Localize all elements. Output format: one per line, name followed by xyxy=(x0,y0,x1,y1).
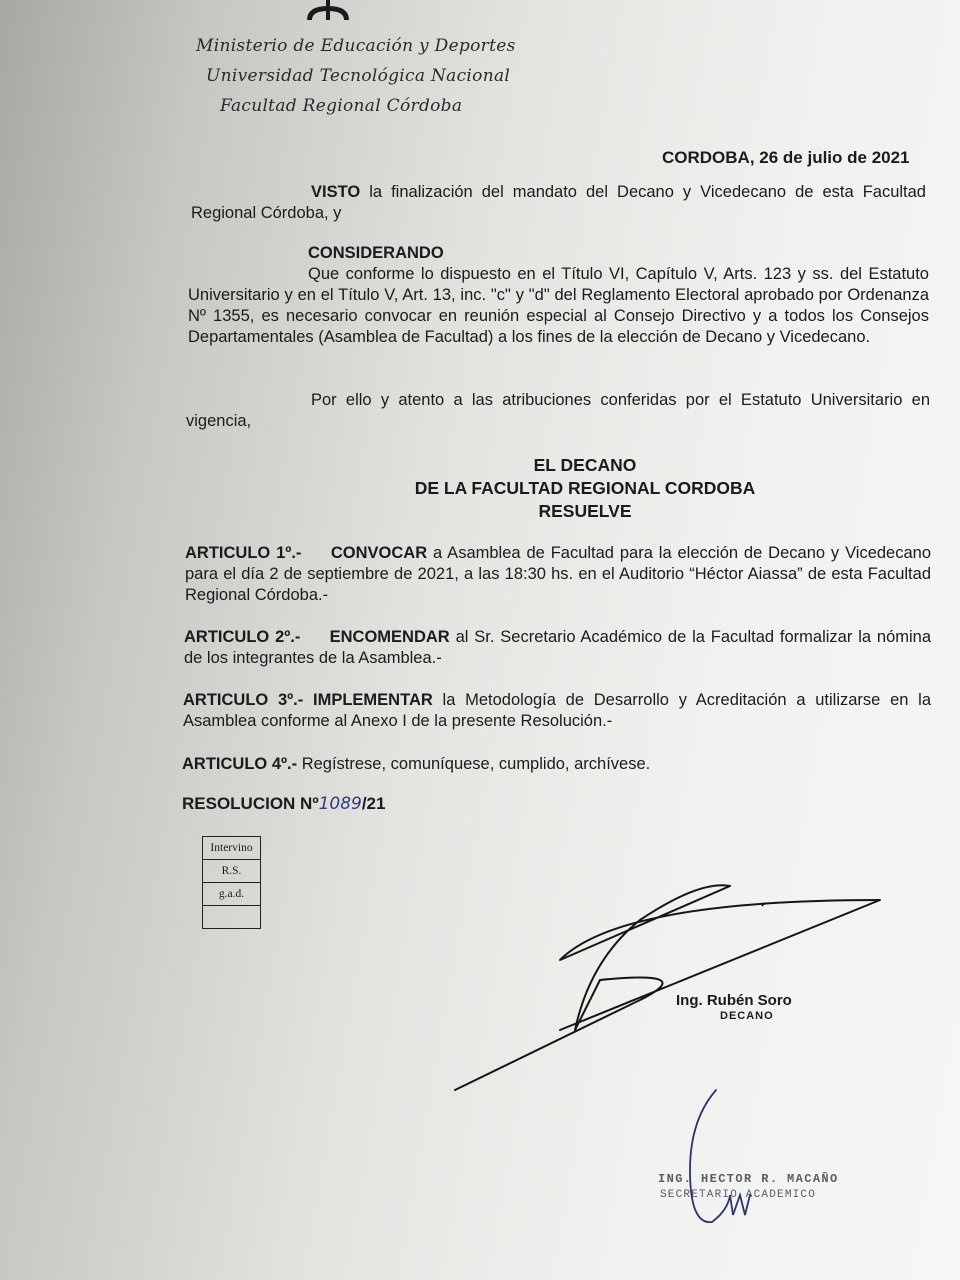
visto-paragraph xyxy=(191,182,926,224)
article-text: al Sr. Secretario Académico de la Facultad formalizar la nómina de los integrantes de la Asamblea.- xyxy=(184,628,932,667)
article-1 xyxy=(185,543,931,606)
header-faculty: Facultad Regional Córdoba xyxy=(220,96,463,116)
resolution-handwritten-number: 1089 xyxy=(318,794,362,814)
stamp-row: g.a.d. xyxy=(203,883,261,906)
article-2 xyxy=(184,627,931,669)
article-text: a Asamblea de Facultad para la elección de Decano y Vicedecano para el día 2 de septiembre de 2021, a las 18:30 hs. en el Auditorio “Héctor Aiassa” de esta Facultad Regional Córdoba.- xyxy=(185,544,932,604)
resolution-suffix: /21 xyxy=(361,794,386,813)
visto-label: VISTO xyxy=(311,183,361,201)
article-verb: CONVOCAR xyxy=(330,544,428,562)
resolution-prefix: RESOLUCION Nº xyxy=(182,794,319,813)
article-label: ARTICULO 1º.- xyxy=(185,544,302,562)
signatory-name: Ing. Rubén Soro xyxy=(676,992,792,1009)
utn-logo-icon xyxy=(305,0,351,20)
document-date: CORDOBA, 26 de julio de 2021 xyxy=(662,148,910,167)
intervention-stamp-box xyxy=(202,836,261,929)
secretary-stamp-role: SECRETARIO ACADEMICO xyxy=(660,1189,817,1201)
stamp-row: R.S. xyxy=(203,860,261,883)
resolution-number xyxy=(182,794,385,814)
resolution-heading xyxy=(380,454,790,523)
por-ello-paragraph xyxy=(186,390,930,432)
considerando-text: Que conforme lo dispuesto en el Título VI, Capítulo V, Arts. 123 y ss. del Estatuto Universitario y en el Título V, Art. 13, inc. "c" y "d" del Reglamento Electoral aprobado por Ordenanza Nº 1355, es necesario convocar en reunión especial al Consejo Directivo y a todos los Consejos Departamentales (Asamblea de Facultad) a los fines de la elección de Decano y Vicedecano. xyxy=(188,265,929,346)
article-text: la Metodología de Desarrollo y Acreditación a utilizarse en la Asamblea conforme al Anexo I de la presente Resolución.- xyxy=(183,691,932,730)
article-label: ARTICULO 4º.- xyxy=(182,755,298,773)
article-verb: IMPLEMENTAR xyxy=(313,691,433,709)
article-label: ARTICULO 2º.- xyxy=(184,628,301,646)
article-3 xyxy=(183,690,931,732)
stamp-row xyxy=(203,906,261,929)
article-label: ARTICULO 3º.- xyxy=(183,691,304,709)
article-text: Regístrese, comuníquese, cumplido, archívese. xyxy=(301,755,651,773)
article-verb: ENCOMENDAR xyxy=(329,628,450,646)
considerando-label: CONSIDERANDO xyxy=(308,244,444,262)
heading-line-2: DE LA FACULTAD REGIONAL CORDOBA xyxy=(414,478,756,498)
secretary-stamp-name: ING. HECTOR R. MACAÑO xyxy=(658,1172,839,1186)
header-ministry: Ministerio de Educación y Deportes xyxy=(196,36,516,56)
heading-line-1: EL DECANO xyxy=(533,455,637,475)
por-ello-text: Por ello y atento a las atribuciones conferidas por el Estatuto Universitario en vigencia, xyxy=(186,391,930,430)
signatory-role: DECANO xyxy=(720,1010,774,1022)
header-university: Universidad Tecnológica Nacional xyxy=(206,66,511,86)
stamp-row: Intervino xyxy=(203,837,261,860)
visto-text: la finalización del mandato del Decano y Vicedecano de esta Facultad Regional Córdoba, y xyxy=(191,183,926,222)
article-4 xyxy=(182,754,930,775)
heading-line-3: RESUELVE xyxy=(538,501,632,521)
considerando-paragraph xyxy=(188,264,929,348)
